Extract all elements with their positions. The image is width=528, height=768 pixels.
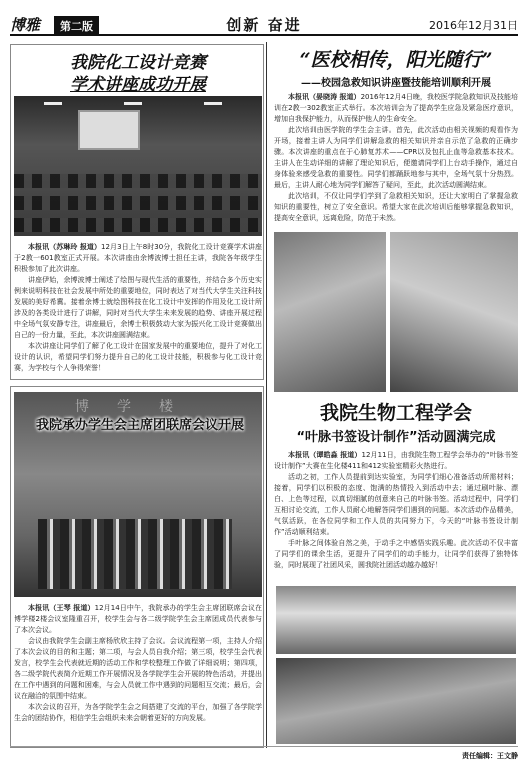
article4-subtitle: “叶脉书签设计制作”活动圆满完成 [296,430,496,445]
article3-reporter: 本报讯（王琴 报道） [28,604,95,612]
article4-para3: 手叶脉之间体验自然之美，于动手之中感悟实践乐趣。此次活动不仅丰富了同学们的课余生活，更提升了同学们的动手能力，让同学们获得了独特体验，同时展现了社团风采，圆我院社团活动越办越好！ [274,539,518,569]
page-header [10,14,518,36]
article1-title-line2: 学术讲座成功开展 [70,75,206,95]
first-aid-training-photo [274,232,386,392]
responsible-editor: 责任编辑：王文静 [462,752,518,760]
column-divider [266,42,267,748]
page-footer [10,746,518,762]
article3-body [14,603,262,724]
article4-para2: 活动之初，工作人员提前到达实验室，为同学们细心准备活动所需材料；接着，同学们以积极的态度、饱满的热情投入到活动中去；通过刷叶脉、漂白、上色等过程，以真切细腻的创意来自己的叶脉书签。活动过程中，同学们互相讨论交流，工作人员耐心地解答同学们遇到的问题。本次活动作品精美，气氛活跃，在各位同学和工作人员的共同努力下，今天的“叶脉书签设计制作”活动顺利结束。 [274,473,518,536]
edition-badge: 第二版 [54,16,99,36]
projector-screen [78,110,140,150]
cpr-practice-photo [390,232,518,392]
students-working-photo [276,658,516,744]
issue-date: 2016年12月31日 [429,19,518,32]
group-people [38,519,232,589]
article3-para1: 12月14日中午，我院承办的学生会主席团联席会议在博学楼2楼会议室隆重召开，校学生会与各二级学院学生会主席团成员代表参与了本次会议。 [14,604,262,634]
article1-reporter: 本报讯（苏琳玲 报道） [28,243,102,251]
article4-body [274,450,518,571]
building-sign: 博学楼 [75,399,201,415]
leaf-bookmark-lab-photo [276,586,516,654]
article3-title: 我院承办学生会主席团联席会议开展 [35,418,244,433]
article2-title: “医校相传，阳光随行” [299,49,493,71]
lecture-photo [14,96,262,236]
masthead-logo: 博雅 [10,16,41,34]
article1-para2: 讲座伊始，余博波博士阐述了绘图与现代生活的重要性，并结合多个历史实例来说明科技在社会发展中所处的重要地位，同时表达了对当代大学生关注科技发展的美好希冀。接着余博士就绘图科技在化工设计中发挥的作用及化工设计所涉及的各类设计进行了讲解，同时对当代大学生未来发展的趋势、讲座开展过程中全场气氛安静专注，讲座最后，余博士积极鼓动大家为振兴化工设计竞赛做出自己的一份力量，至此，本次讲座圆满结束。 [14,276,262,339]
article2-reporter: 本报讯（晏晓涛 报道） [288,93,361,101]
article1-para1: 12月3日上午8时30分，我院化工设计竞赛学术讲座于2教一601教室正式开展。本次讲座由余博波博士担任主讲，我院各年级学生积极参加了此次讲座。 [14,243,262,273]
article1-body [14,242,262,374]
article3-para2: 会议由我院学生会副主席杨欣欣主持了会议。会议流程第一项，主持人介绍了本次会议的目的和主题；第二项，与会人员自我介绍；第三项，校学生会代表发言，校学生会代表就近期的活动工作和学校整理工作做了详细说明；第四项，各二级学院代表简介近期工作开展情况及各学院学生会开展的特色活动，并提出在工作中遇到的问题和困难，与会人员就工作中遇到的问题相互交流；最后，会议在融洽的氛围中结束。 [14,637,262,700]
article1-title [14,52,262,96]
article1-title-line1: 我院化工设计竞赛 [70,53,206,73]
article3-para3: 本次会议的召开，为各学院学生会之间搭建了交流的平台，加强了各学院学生会的团结协作，相信学生会组织未来会朝着更好的方向发展。 [14,703,262,722]
article2-subtitle: ——校园急救知识讲座暨技能培训顺利开展 [301,78,491,89]
article2-para2: 此次培训由医学院的学生会主讲。首先，此次活动由相关视频的观看作为开场，接着主讲人为同学们讲解急救的相关知识并亲自示范了急救的正确步骤。本次讲座的重点在于心肺复苏术——CPR以及包扎止血等急救基本技术。主讲人在生动详细的讲解了理论知识后，便邀请同学们上台动手操作，通过自身体验来感受急救的重要性。同学们都踊跃地参与其中，全场气氛十分热烈。最后，主讲人耐心地为同学们解答了疑问，至此，此次活动圆满结束。 [274,126,518,189]
header-slogan: 创新 奋进 [226,16,302,34]
article1-para3: 本次讲座让同学们了解了化工设计在国家发展中的重要地位，提升了对化工设计的认识，希望同学们努力提升自己的化工设计技能，积极参与化工设计竞赛，为学校与个人争得荣誉！ [14,342,262,372]
article2-para1: 2016年12月4日晚，我校医学院急救知识及技能培训在2教一302教室正式举行。本次培训会为了提高学生应急及紧急医疗意识，增加自我保护能力，从而保护他人的生命安全。 [274,93,518,123]
article2-body [274,92,518,224]
article2-para3: 此次培训，不仅让同学们学到了急救相关知识，还让大家明白了掌握急救知识的重要性，树立了安全意识。希望大家在此次培训后能够掌握急救知识，提高安全意识，远离危险，防范于未然。 [274,192,518,222]
article4-reporter: 本报讯（谭皓淼 报道） [288,451,362,459]
article4-title: 我院生物工程学会 [319,402,472,424]
article4-para1: 12月11日，由我院生物工程学会举办的“叶脉书签设计制作”大赛在生化楼411和412实验室精彩火热进行。 [274,451,518,470]
